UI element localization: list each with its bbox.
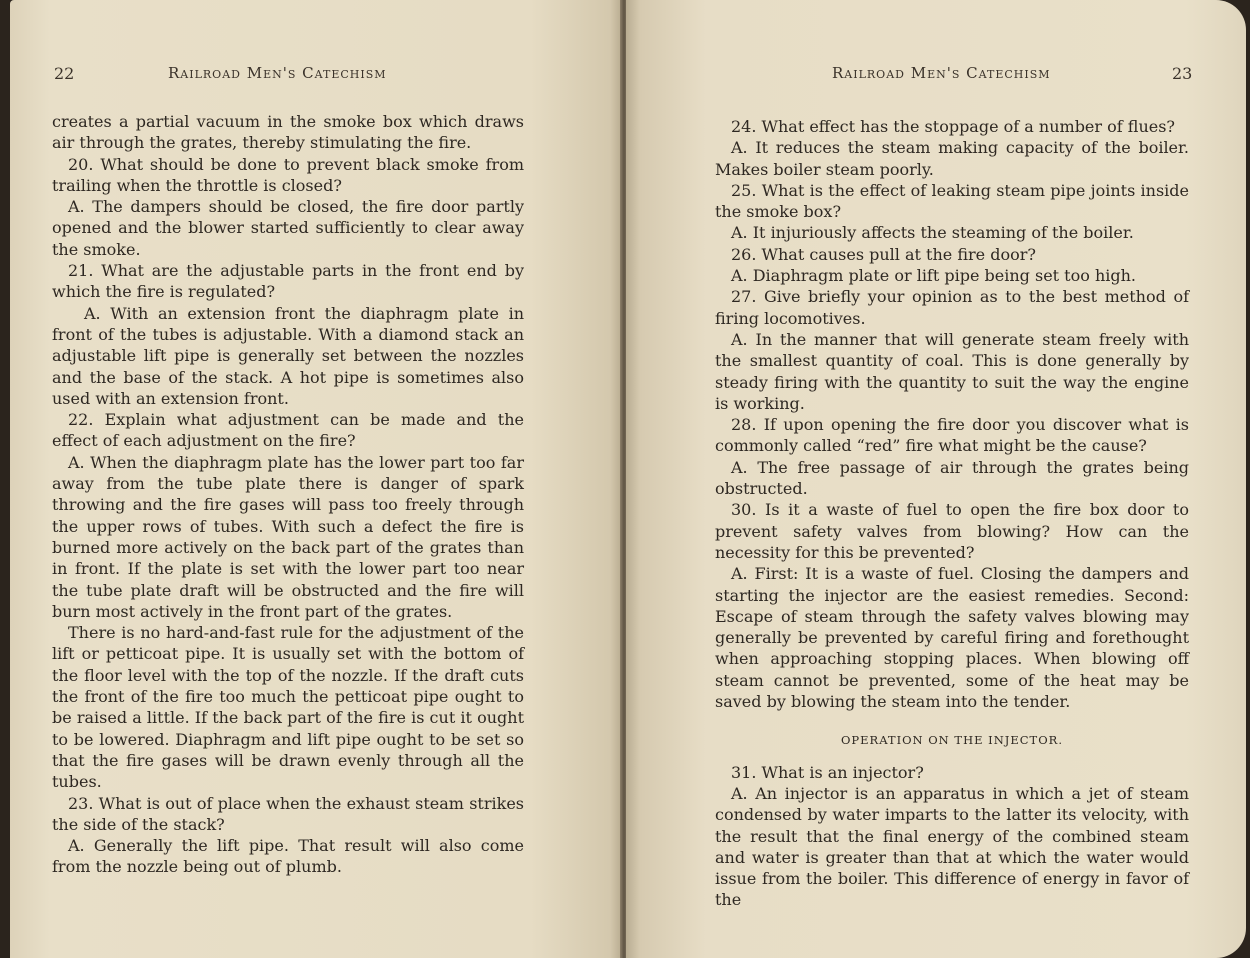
right-body-text (715, 116, 1189, 911)
answer-26: A. Diaphragm plate or lift pipe being set too high. (731, 266, 1137, 286)
left-running-head: Railroad Men's Catechism (168, 64, 387, 82)
answer-30: A. First: It is a waste of fuel. Closing the dampers and starting the injector are the easiest remedies. Second: Escape of steam through the safety valves blowing may generally be prevented by careful firing and forethought when approaching stopping places. When blowing off steam cannot be prevented, some of the heat may be saved by blowing the steam into the tender. (715, 564, 1189, 712)
answer-31: A. An injector is an apparatus in which a jet of steam condensed by water imparts to the latter its velocity, with the result that the final energy of the combined steam and water is greater than that at which the water would issue from the boiler. This difference of energy in favor of the (715, 783, 1189, 910)
question-22: 22. Explain what adjustment can be made and the effect of each adjustment on the fire? (52, 410, 524, 451)
question-20: 20. What should be done to prevent black smoke from trailing when the throttle is closed? (52, 154, 524, 195)
question-28: 28. If upon opening the fire door you discover what is commonly called “red” fire what might be the cause? (715, 415, 1189, 456)
answer-27: A. In the manner that will generate steam freely with the smallest quantity of coal. This is done generally by steady firing with the quantity to suit the way the engine is working. (715, 329, 1189, 413)
question-27: 27. Give briefly your opinion as to the best method of firing locomotives. (715, 287, 1189, 328)
question-25: 25. What is the effect of leaking steam pipe joints inside the smoke box? (715, 180, 1189, 222)
question-26: 26. What causes pull at the fire door? (731, 244, 1036, 264)
answer-25: A. It injuriously affects the steaming of the boiler. (731, 223, 1134, 243)
section-heading: OPERATION ON THE INJECTOR. (841, 733, 1063, 748)
answer-23: A. Generally the lift pipe. That result will also come from the nozzle being out of plumb. (52, 836, 524, 877)
left-body-text (52, 111, 524, 878)
right-page (626, 0, 1246, 958)
answer-22: A. When the diaphragm plate has the lower part too far away from the tube plate there is danger of spark throwing and the fire gases will pass too freely through the upper rows of tubes. With such a defect the fire is burned more actively on the back part of the grates than in front. If the plate is set with the lower part too near the tube plate draft will be obstructed and the fire will burn most actively in the front part of the grates. (52, 452, 524, 621)
question-24: 24. What effect has the stoppage of a number of flues? (731, 117, 1176, 136)
question-23: 23. What is out of place when the exhaust steam strikes the side of the stack? (52, 793, 524, 834)
answer-20: A. The dampers should be closed, the fire door partly opened and the blower started sufficiently to clear away the smoke. (52, 197, 524, 259)
right-running-head: Railroad Men's Catechism (832, 64, 1051, 82)
question-31: 31. What is an injector? (731, 762, 924, 782)
answer-21: A. With an extension front the diaphragm plate in front of the tubes is adjustable. With a diamond stack an adjustable lift pipe is generally set between the nozzles and the base of the stack. A hot pipe is sometimes also used with an extension front. (52, 303, 524, 408)
left-page-number: 22 (54, 64, 75, 83)
paragraph: creates a partial vacuum in the smoke box which draws air through the grates, thereby stimulating the fire. (52, 112, 524, 153)
question-30: 30. Is it a waste of fuel to open the fire box door to prevent safety valves from blowing? How can the necessity for this be prevented? (715, 500, 1189, 562)
left-page (10, 0, 622, 958)
answer-24: A. It reduces the steam making capacity of the boiler. Makes boiler steam poorly. (715, 138, 1189, 179)
question-21: 21. What are the adjustable parts in the front end by which the fire is regulated? (52, 261, 524, 302)
right-page-number: 23 (1172, 64, 1193, 83)
paragraph-adjustment: There is no hard-and-fast rule for the adjustment of the lift or petticoat pipe. It is usually set with the bottom of the floor level with the top of the nozzle. If the draft cuts the front of the fire too much the petticoat pipe ought to be raised a little. If the back part of the fire is cut it ought to be lowered. Diaphragm and lift pipe ought to be set so that the fire gases will be drawn evenly through all the tubes. (52, 623, 524, 792)
answer-28: A. The free passage of air through the grates being obstructed. (715, 457, 1189, 499)
